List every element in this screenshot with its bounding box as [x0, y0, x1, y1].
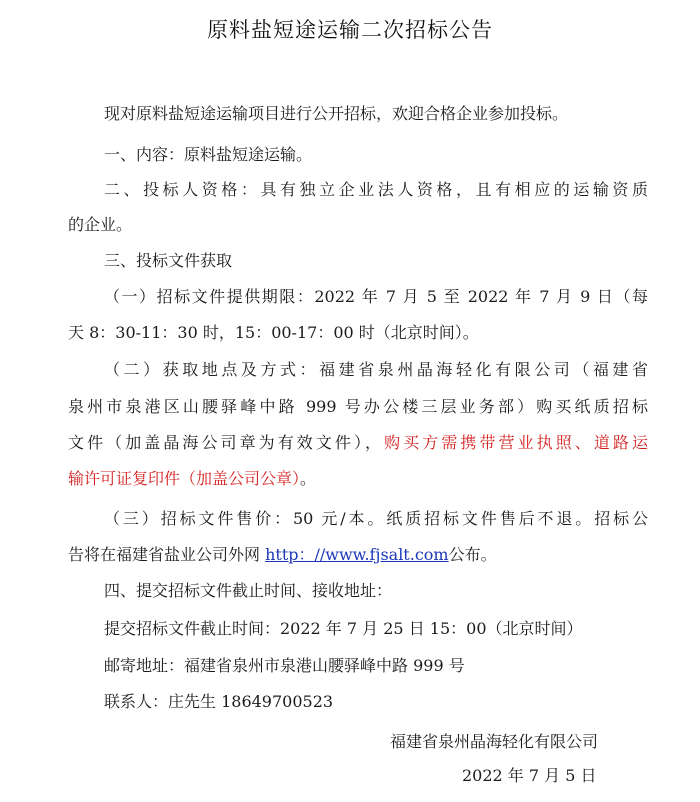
price-line1: （三）招标文件售价：50 元/本。纸质招标文件售后不退。招标公	[104, 509, 648, 528]
requirement-highlight: 购买方需携带营业执照、道路运	[384, 433, 648, 452]
location-line3-text: 文件（加盖晶海公司章为有效文件），	[68, 433, 385, 452]
location-line3	[68, 433, 648, 453]
price-line2	[68, 545, 648, 565]
website-link[interactable]: http：//www.fjsalt.com	[265, 545, 449, 564]
address-line: 邮寄地址：福建省泉州市泉港山腰驿峰中路 999 号	[104, 656, 465, 675]
notice-title: 原料盐短途运输二次招标公告	[207, 18, 493, 42]
contact-line: 联系人：庄先生 18649700523	[104, 692, 334, 711]
location-line2: 泉州市泉港区山腰驿峰中路 999 号办公楼三层业务部）购买纸质招标	[68, 397, 648, 416]
section-submission: 四、提交招标文件截止时间、接收地址：	[104, 581, 393, 600]
location-line4-end: 。	[300, 469, 317, 488]
price-line2-text: 告将在福建省盐业公司外网	[68, 545, 266, 564]
intro-paragraph: 现对原料盐短途运输项目进行公开招标，欢迎合格企业参加投标。	[104, 104, 569, 123]
deadline-line: 提交招标文件截止时间：2022 年 7 月 25 日 15：00（北京时间）	[104, 619, 583, 638]
signature-company: 福建省泉州晶海轻化有限公司	[390, 732, 599, 751]
location-line4	[68, 469, 648, 489]
section-content: 一、内容：原料盐短途运输。	[104, 145, 313, 164]
period-line1: （一）招标文件提供期限：2022 年 7 月 5 至 2022 年 7 月 9 日（每	[104, 287, 648, 306]
section-qualification-line1: 二、投标人资格：具有独立企业法人资格，且有相应的运输资质	[104, 180, 648, 199]
signature-date: 2022 年 7 月 5 日	[462, 766, 597, 785]
section-document-acquisition: 三、投标文件获取	[104, 251, 233, 270]
period-line2: 天 8：30-11：30 时，15：00-17：00 时（北京时间）。	[68, 323, 479, 342]
requirement-highlight-cont: 输许可证复印件（加盖公司公章）	[68, 469, 301, 488]
price-line2-end: 公布。	[448, 545, 497, 564]
section-qualification-line2: 的企业。	[68, 215, 133, 234]
location-line1: （二）获取地点及方式：福建省泉州晶海轻化有限公司（福建省	[104, 360, 648, 379]
